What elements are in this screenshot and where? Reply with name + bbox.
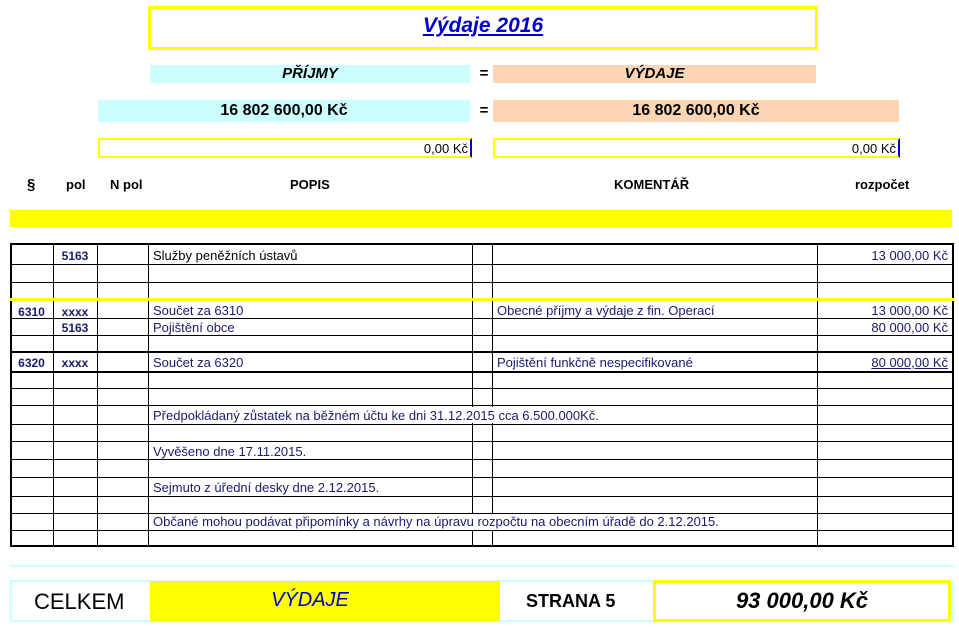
prijmy-total: 16 802 600,00 Kč [220,102,348,119]
col-divider-4 [472,243,473,547]
komentar-header: KOMENTÁŘ [614,177,690,192]
col-divider-3 [148,243,149,547]
footer-celkem: CELKEM [34,589,125,614]
col-divider-1 [53,243,54,547]
row-line [10,441,954,442]
header-divider-band [10,210,952,227]
row-rozpocet: 80 000,00 Kč [871,355,948,370]
row-pol: 5163 [61,249,89,263]
row-line [10,264,954,265]
note-comments: Občané mohou podávat připomínky a návrhy na úpravu rozpočtu na obecním úřadě do 2.12.2015. [153,514,719,529]
popis-header: POPIS [290,177,330,192]
row-line [10,371,954,373]
row-line [10,459,954,460]
row-rozpocet: 80 000,00 Kč [871,320,948,335]
pol-header: pol [66,177,86,192]
row-highlight-6310 [10,298,954,301]
row-pol: xxxx [61,305,89,319]
note-balance: Předpokládaný zůstatek na běžném účtu ke dni 31.12.2015 cca 6.500.000Kč. [153,408,599,423]
col-divider-2 [97,243,98,547]
footer-vydaje: VÝDAJE [271,589,349,611]
table-frame [10,243,954,547]
row-line [10,477,954,478]
table-top-border [10,243,954,245]
row-line [10,282,954,283]
vydaje-diff: 0,00 Kč [851,141,896,156]
row-par: 6320 [18,356,45,370]
footer-separator [10,565,954,567]
equals-sign-2: = [479,102,489,119]
row-popis: Služby peněžních ústavů [153,248,298,263]
row-pol: 5163 [61,321,89,335]
row-komentar: Obecné příjmy a výdaje z fin. Operací [497,303,715,318]
row-line [10,405,954,406]
footer-total: 93 000,00 Kč [735,588,869,613]
vydaje-total: 16 802 600,00 Kč [632,102,760,119]
equals-sign-1: = [479,65,489,82]
col-divider-5 [492,243,493,547]
row-par: 6310 [18,305,45,319]
row-line [10,424,954,425]
row-line [10,351,954,353]
row-line [10,335,954,336]
col-divider-6 [817,243,818,547]
prijmy-diff: 0,00 Kč [423,141,468,156]
note-posted: Vyvěšeno dne 17.11.2015. [153,444,307,459]
row-rozpocet: 13 000,00 Kč [871,248,948,263]
row-popis: Součet za 6320 [153,355,244,370]
vydaje-label: VÝDAJE [624,65,685,82]
footer-strana: STRANA 5 [526,591,616,611]
row-pol: xxxx [61,356,89,370]
row-line [10,530,954,531]
prijmy-label: PŘÍJMY [282,65,338,82]
note-removed: Sejmuto z úřední desky dne 2.12.2015. [153,480,380,495]
row-popis: Pojištění obce [153,320,235,335]
npol-header: N pol [110,177,143,192]
row-line [10,388,954,389]
row-line [10,496,954,497]
page-title: Výdaje 2016 [422,14,544,37]
paragraph-header: § [27,176,36,193]
row-rozpocet: 13 000,00 Kč [871,303,948,318]
row-komentar: Pojištění funkčně nespecifikované [497,355,693,370]
rozpocet-header: rozpočet [855,177,910,192]
row-popis: Součet za 6310 [153,303,244,318]
row-line [10,318,954,319]
